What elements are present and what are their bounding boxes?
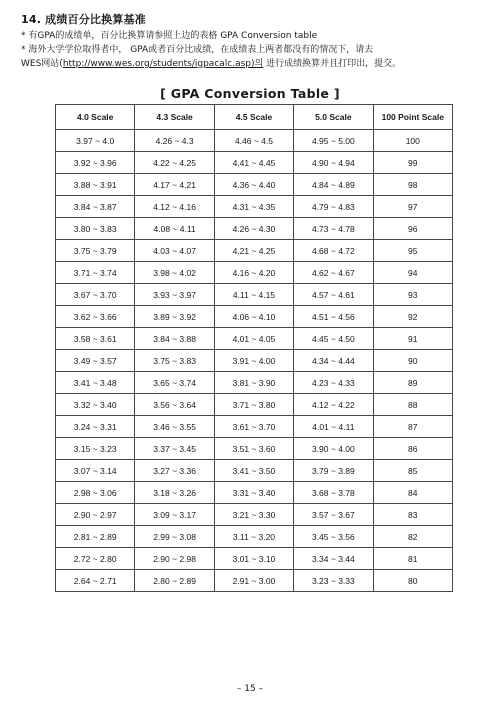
table-row — [56, 438, 453, 460]
page-number: – 15 – — [236, 684, 264, 694]
table-cell: 4.11 ~ 4.15 — [214, 284, 293, 306]
table-cell: 4.12 ~ 4.16 — [135, 196, 214, 218]
table-cell: 98 — [373, 174, 452, 196]
note-wes-prefix: WES网站( — [21, 59, 63, 69]
table-cell: 4.73 ~ 4.78 — [294, 218, 373, 240]
table-cell: 2.64 ~ 2.71 — [56, 570, 135, 592]
table-row — [56, 240, 453, 262]
table-row — [56, 196, 453, 218]
table-cell: 90 — [373, 350, 452, 372]
table-cell: 100 — [373, 130, 452, 152]
column-header: 4.3 Scale — [135, 105, 214, 130]
table-cell: 2.81 ~ 2.89 — [56, 526, 135, 548]
table-cell: 4.90 ~ 4.94 — [294, 152, 373, 174]
table-cell: 3.58 ~ 3.61 — [56, 328, 135, 350]
table-cell: 3.68 ~ 3.78 — [294, 482, 373, 504]
table-cell: 4.16 ~ 4.20 — [214, 262, 293, 284]
table-cell: 3.75 ~ 3.83 — [135, 350, 214, 372]
table-row — [56, 218, 453, 240]
table-header-row — [56, 105, 453, 130]
table-row — [56, 416, 453, 438]
table-cell: 2.98 ~ 3.06 — [56, 482, 135, 504]
table-cell: 83 — [373, 504, 452, 526]
table-row — [56, 548, 453, 570]
table-cell: 93 — [373, 284, 452, 306]
table-cell: 3.88 ~ 3.91 — [56, 174, 135, 196]
table-cell: 3.49 ~ 3.57 — [56, 350, 135, 372]
table-cell: 95 — [373, 240, 452, 262]
table-cell: 3.81 ~ 3.90 — [214, 372, 293, 394]
table-cell: 4.01 ~ 4.11 — [294, 416, 373, 438]
table-row — [56, 394, 453, 416]
table-body — [56, 130, 453, 592]
table-cell: 4.17 ~ 4.21 — [135, 174, 214, 196]
table-cell: 82 — [373, 526, 452, 548]
table-cell: 4.31 ~ 4.35 — [214, 196, 293, 218]
table-row — [56, 306, 453, 328]
table-cell: 3.37 ~ 3.45 — [135, 438, 214, 460]
table-cell: 3.34 ~ 3.44 — [294, 548, 373, 570]
note-wes-instructions — [21, 58, 401, 70]
table-cell: 3.01 ~ 3.10 — [214, 548, 293, 570]
table-cell: 3.09 ~ 3.17 — [135, 504, 214, 526]
table-cell: 4.26 ~ 4.3 — [135, 130, 214, 152]
table-cell: 3.27 ~ 3.36 — [135, 460, 214, 482]
column-header: 100 Point Scale — [373, 105, 452, 130]
table-cell: 84 — [373, 482, 452, 504]
table-cell: 81 — [373, 548, 452, 570]
table-cell: 2.99 ~ 3.08 — [135, 526, 214, 548]
table-row — [56, 482, 453, 504]
table-cell: 89 — [373, 372, 452, 394]
table-cell: 4.23 ~ 4.33 — [294, 372, 373, 394]
table-title: [ GPA Conversion Table ] — [160, 86, 340, 101]
table-cell: 3.79 ~ 3.89 — [294, 460, 373, 482]
table-cell: 4.57 ~ 4.61 — [294, 284, 373, 306]
table-cell: 3.51 ~ 3.60 — [214, 438, 293, 460]
table-cell: 3.41 ~ 3.50 — [214, 460, 293, 482]
table-cell: 3.84 ~ 3.88 — [135, 328, 214, 350]
table-cell: 3.21 ~ 3.30 — [214, 504, 293, 526]
table-cell: 88 — [373, 394, 452, 416]
table-cell: 3.41 ~ 3.48 — [56, 372, 135, 394]
table-cell: 3.80 ~ 3.83 — [56, 218, 135, 240]
table-cell: 3.23 ~ 3.33 — [294, 570, 373, 592]
table-cell: 3.24 ~ 3.31 — [56, 416, 135, 438]
table-row — [56, 504, 453, 526]
table-cell: 3.18 ~ 3.26 — [135, 482, 214, 504]
table-cell: 2.80 ~ 2.89 — [135, 570, 214, 592]
table-cell: 2.90 ~ 2.97 — [56, 504, 135, 526]
table-cell: 3.90 ~ 4.00 — [294, 438, 373, 460]
table-cell: 4.26 ~ 4.30 — [214, 218, 293, 240]
table-cell: 3.11 ~ 3.20 — [214, 526, 293, 548]
table-cell: 4.95 ~ 5.00 — [294, 130, 373, 152]
table-cell: 4.41 ~ 4.45 — [214, 152, 293, 174]
table-cell: 4.68 ~ 4.72 — [294, 240, 373, 262]
table-cell: 4.45 ~ 4.50 — [294, 328, 373, 350]
table-cell: 2.72 ~ 2.80 — [56, 548, 135, 570]
table-cell: 4.51 ~ 4.56 — [294, 306, 373, 328]
table-cell: 2.90 ~ 2.98 — [135, 548, 214, 570]
table-row — [56, 460, 453, 482]
table-cell: 3.07 ~ 3.14 — [56, 460, 135, 482]
table-cell: 3.92 ~ 3.96 — [56, 152, 135, 174]
table-cell: 4.79 ~ 4.83 — [294, 196, 373, 218]
table-row — [56, 262, 453, 284]
note-overseas-degree: * 海外大学学位取得者中， GPA或者百分比成绩，在成绩表上两者都没有的情况下，请去 — [21, 45, 374, 55]
table-cell: 91 — [373, 328, 452, 350]
table-cell: 92 — [373, 306, 452, 328]
gpa-conversion-table — [55, 104, 453, 592]
table-cell: 4.03 ~ 4.07 — [135, 240, 214, 262]
table-cell: 4.22 ~ 4.25 — [135, 152, 214, 174]
table-cell: 86 — [373, 438, 452, 460]
table-cell: 3.15 ~ 3.23 — [56, 438, 135, 460]
table-cell: 4.21 ~ 4.25 — [214, 240, 293, 262]
column-header: 4.5 Scale — [214, 105, 293, 130]
note-wes-suffix: 进行成绩换算并且打印出，提交。 — [263, 59, 402, 69]
note-gpa-transcript: * 有GPA的成绩单，百分比换算请参照上边的表格 GPA Conversion table — [21, 31, 318, 41]
table-cell: 4.62 ~ 4.67 — [294, 262, 373, 284]
table-cell: 3.57 ~ 3.67 — [294, 504, 373, 526]
table-row — [56, 284, 453, 306]
table-cell: 3.65 ~ 3.74 — [135, 372, 214, 394]
table-cell: 4.34 ~ 4.44 — [294, 350, 373, 372]
table-cell: 87 — [373, 416, 452, 438]
table-cell: 4.84 ~ 4.89 — [294, 174, 373, 196]
table-row — [56, 350, 453, 372]
table-row — [56, 130, 453, 152]
table-cell: 3.32 ~ 3.40 — [56, 394, 135, 416]
table-cell: 3.71 ~ 3.80 — [214, 394, 293, 416]
table-cell: 2.91 ~ 3.00 — [214, 570, 293, 592]
table-cell: 3.31 ~ 3.40 — [214, 482, 293, 504]
table-cell: 3.91 ~ 4.00 — [214, 350, 293, 372]
table-cell: 3.61 ~ 3.70 — [214, 416, 293, 438]
section-heading: 14. 成绩百分比换算基准 — [21, 13, 146, 26]
table-cell: 99 — [373, 152, 452, 174]
table-cell: 85 — [373, 460, 452, 482]
table-cell: 3.45 ~ 3.56 — [294, 526, 373, 548]
table-cell: 94 — [373, 262, 452, 284]
wes-link[interactable]: http://www.wes.org/students/igpacalc.asp)의 — [62, 59, 264, 69]
table-row — [56, 570, 453, 592]
table-cell: 3.67 ~ 3.70 — [56, 284, 135, 306]
table-cell: 3.71 ~ 3.74 — [56, 262, 135, 284]
table-cell: 96 — [373, 218, 452, 240]
table-cell: 4.06 ~ 4.10 — [214, 306, 293, 328]
table-cell: 3.89 ~ 3.92 — [135, 306, 214, 328]
column-header: 4.0 Scale — [56, 105, 135, 130]
table-cell: 4.01 ~ 4.05 — [214, 328, 293, 350]
table-cell: 3.97 ~ 4.0 — [56, 130, 135, 152]
table-cell: 80 — [373, 570, 452, 592]
column-header: 5.0 Scale — [294, 105, 373, 130]
table-cell: 3.93 ~ 3.97 — [135, 284, 214, 306]
table-row — [56, 526, 453, 548]
table-row — [56, 152, 453, 174]
table-cell: 4.12 ~ 4.22 — [294, 394, 373, 416]
table-row — [56, 174, 453, 196]
table-row — [56, 328, 453, 350]
table-cell: 97 — [373, 196, 452, 218]
table-cell: 4.46 ~ 4.5 — [214, 130, 293, 152]
table-cell: 3.62 ~ 3.66 — [56, 306, 135, 328]
table-cell: 4.08 ~ 4.11 — [135, 218, 214, 240]
table-cell: 3.75 ~ 3.79 — [56, 240, 135, 262]
table-cell: 3.46 ~ 3.55 — [135, 416, 214, 438]
table-cell: 3.56 ~ 3.64 — [135, 394, 214, 416]
table-cell: 4.36 ~ 4.40 — [214, 174, 293, 196]
table-cell: 3.84 ~ 3.87 — [56, 196, 135, 218]
table-cell: 3.98 ~ 4.02 — [135, 262, 214, 284]
table-row — [56, 372, 453, 394]
